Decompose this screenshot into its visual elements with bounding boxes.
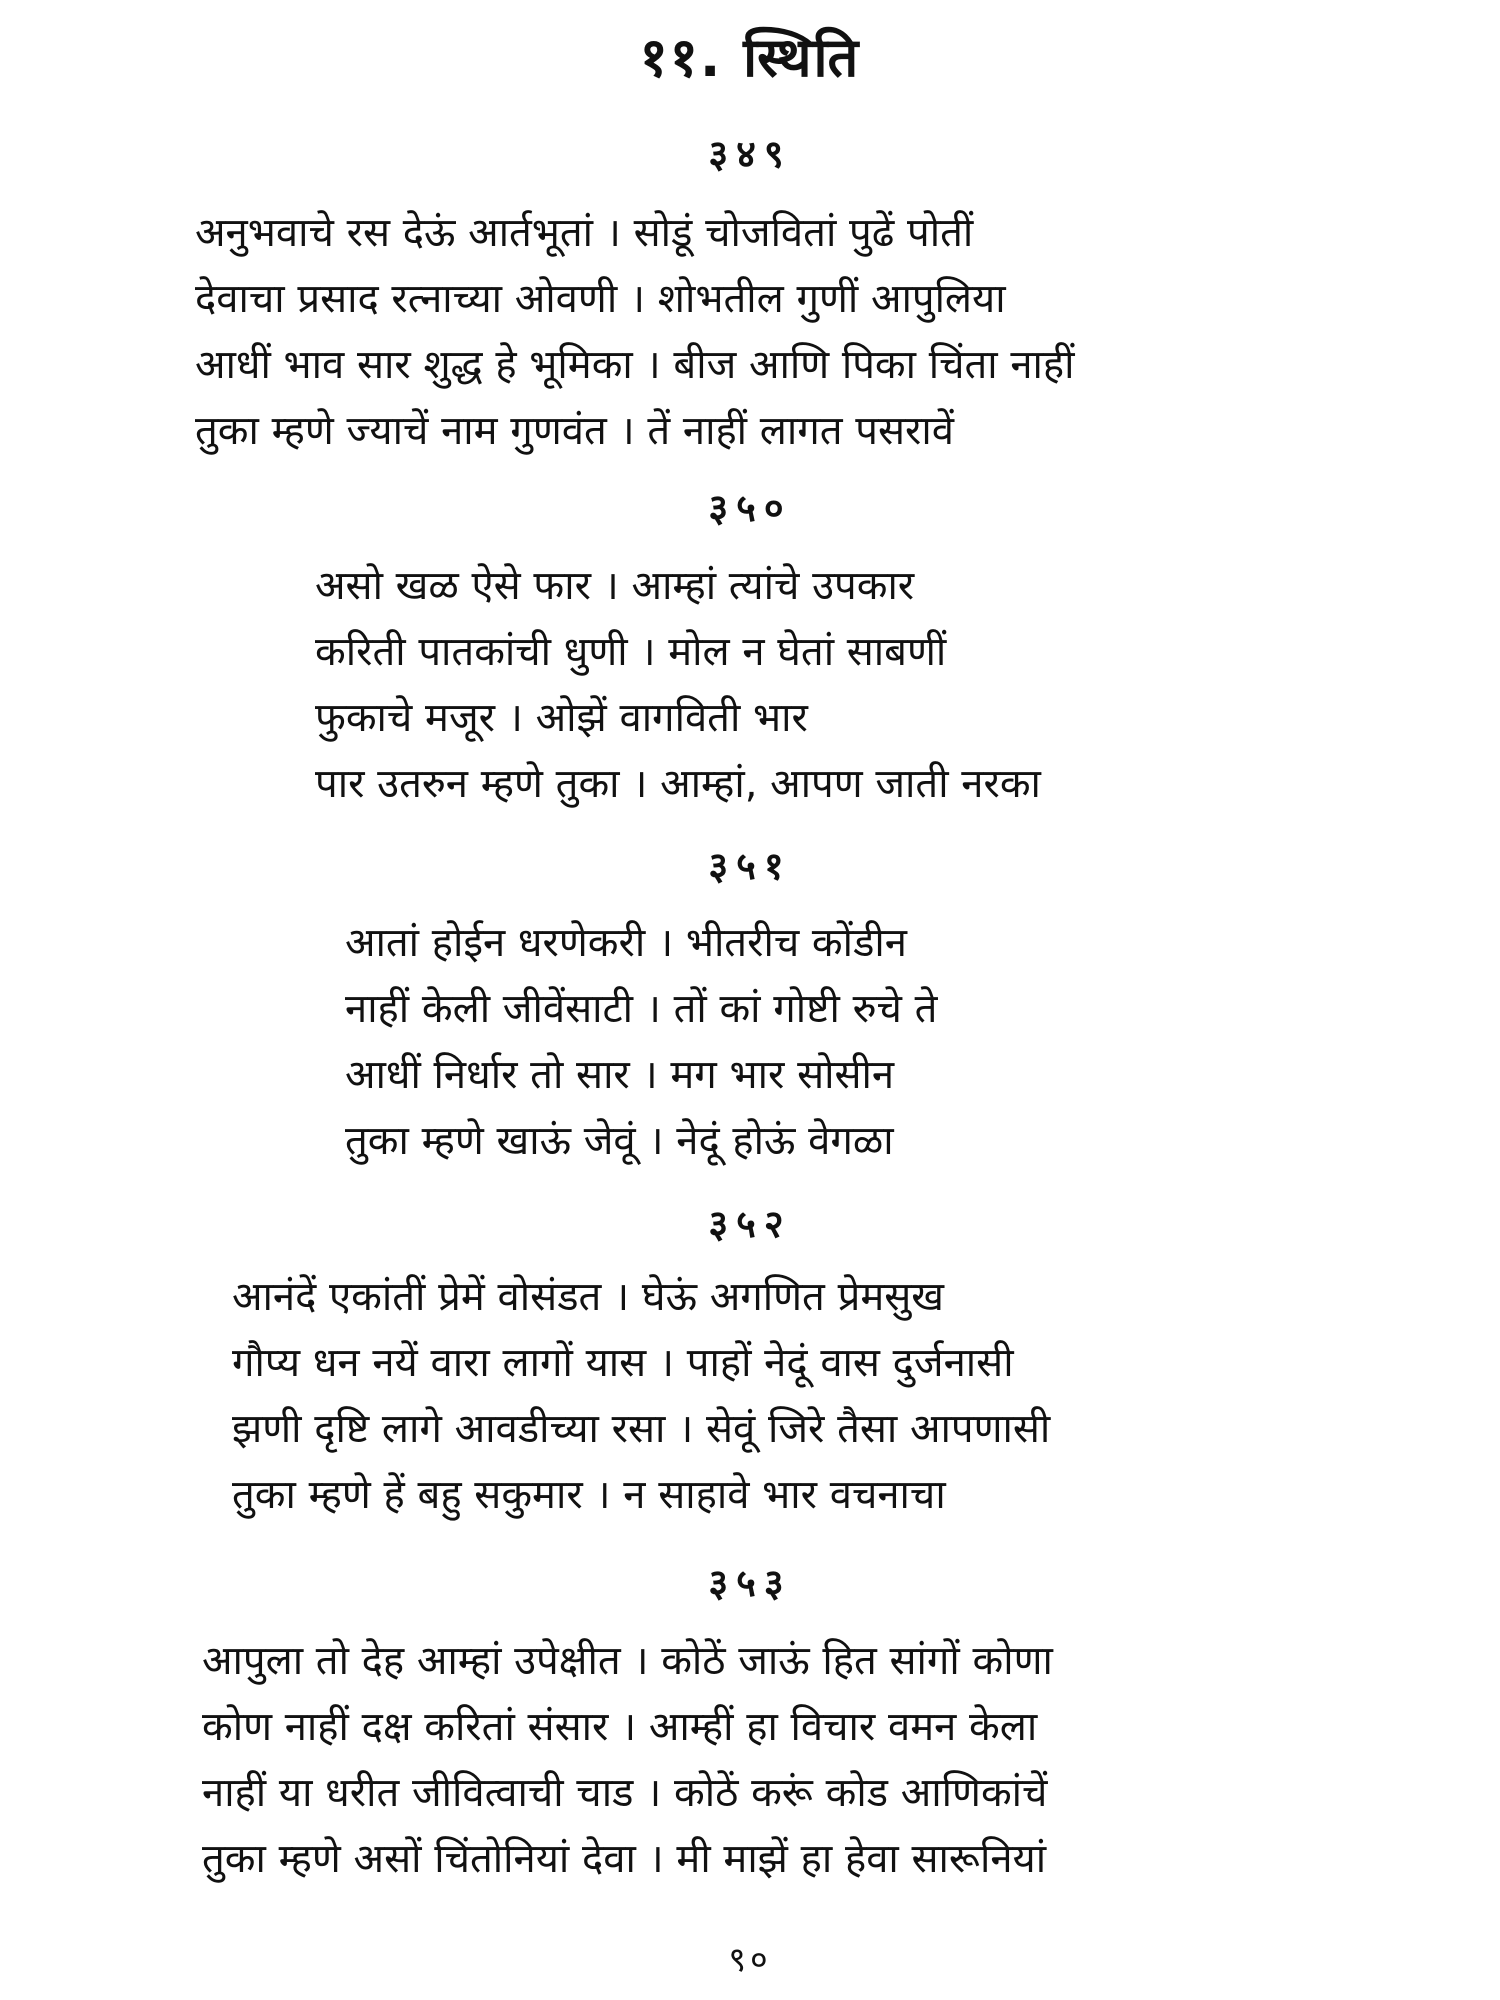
verse-line: देवाचा प्रसाद रत्नाच्या ओवणी । शोभतील गुणीं आपुलिया: [195, 276, 1006, 322]
verse-line: आधीं भाव सार शुद्ध हे भूमिका । बीज आणि पिका चिंता नाहीं: [195, 342, 1075, 388]
abhang-stanza: [345, 910, 937, 1174]
verse-line: नाहीं केली जीवेंसाटी । तों कां गोष्टी रुचे ते: [345, 986, 938, 1032]
abhang-number: ३४९: [708, 132, 792, 176]
verse-line: असो खळ ऐसे फार । आम्हां त्यांचे उपकार: [315, 563, 915, 609]
chapter-title: ११. स्थिति: [639, 26, 861, 89]
verse-line: तुका म्हणे खाऊं जेवूं । नेदूं होऊं वेगळा: [345, 1118, 894, 1164]
abhang-number: ३५०: [708, 486, 792, 530]
abhang-stanza: [232, 1264, 1050, 1528]
verse-line: पार उतरुन म्हणे तुका । आम्हां, आपण जाती नरका: [315, 761, 1041, 807]
verse-line: तुका म्हणे ज्याचें नाम गुणवंत । तें नाहीं लागत पसरावें: [195, 408, 954, 454]
abhang-stanza: [315, 553, 1041, 817]
abhang-number: ३५२: [708, 1202, 792, 1246]
abhang-stanza: [195, 200, 1075, 464]
abhang-number: ३५३: [708, 1561, 792, 1605]
verse-line: गौप्य धन नयें वारा लागों यास । पाहों नेदूं वास दुर्जनासी: [232, 1340, 1014, 1386]
verse-line: तुका म्हणे असों चिंतोनियां देवा । मी माझें हा हेवा सारूनियां: [202, 1836, 1047, 1882]
verse-line: फुकाचे मजूर । ओझें वागविती भार: [315, 695, 808, 741]
verse-line: झणी दृष्टि लागे आवडीच्या रसा । सेवूं जिरे तैसा आपणासी: [232, 1406, 1051, 1452]
abhang-number: ३५१: [708, 844, 792, 888]
verse-line: कोण नाहीं दक्ष करितां संसार । आम्हीं हा विचार वमन केला: [202, 1704, 1038, 1750]
verse-line: आधीं निर्धार तो सार । मग भार सोसीन: [345, 1052, 895, 1098]
abhang-stanza: [202, 1628, 1053, 1892]
page-number: ९०: [728, 1940, 772, 1980]
verse-line: करिती पातकांची धुणी । मोल न घेतां साबणीं: [315, 629, 947, 675]
verse-line: आपुला तो देह आम्हां उपेक्षीत । कोठें जाऊं हित सांगों कोणा: [202, 1638, 1053, 1684]
verse-line: नाहीं या धरीत जीवित्वाची चाड । कोठें करूं कोड आणिकांचें: [202, 1770, 1048, 1816]
verse-line: आनंदें एकांतीं प्रेमें वोसंडत । घेऊं अगणित प्रेमसुख: [232, 1274, 945, 1320]
verse-line: आतां होईन धरणेकरी । भीतरीच कोंडीन: [345, 920, 907, 966]
verse-line: तुका म्हणे हें बहु सकुमार । न साहावे भार वचनाचा: [232, 1472, 946, 1518]
verse-line: अनुभवाचे रस देऊं आर्तभूतां । सोडूं चोजवितां पुढें पोतीं: [195, 210, 974, 256]
